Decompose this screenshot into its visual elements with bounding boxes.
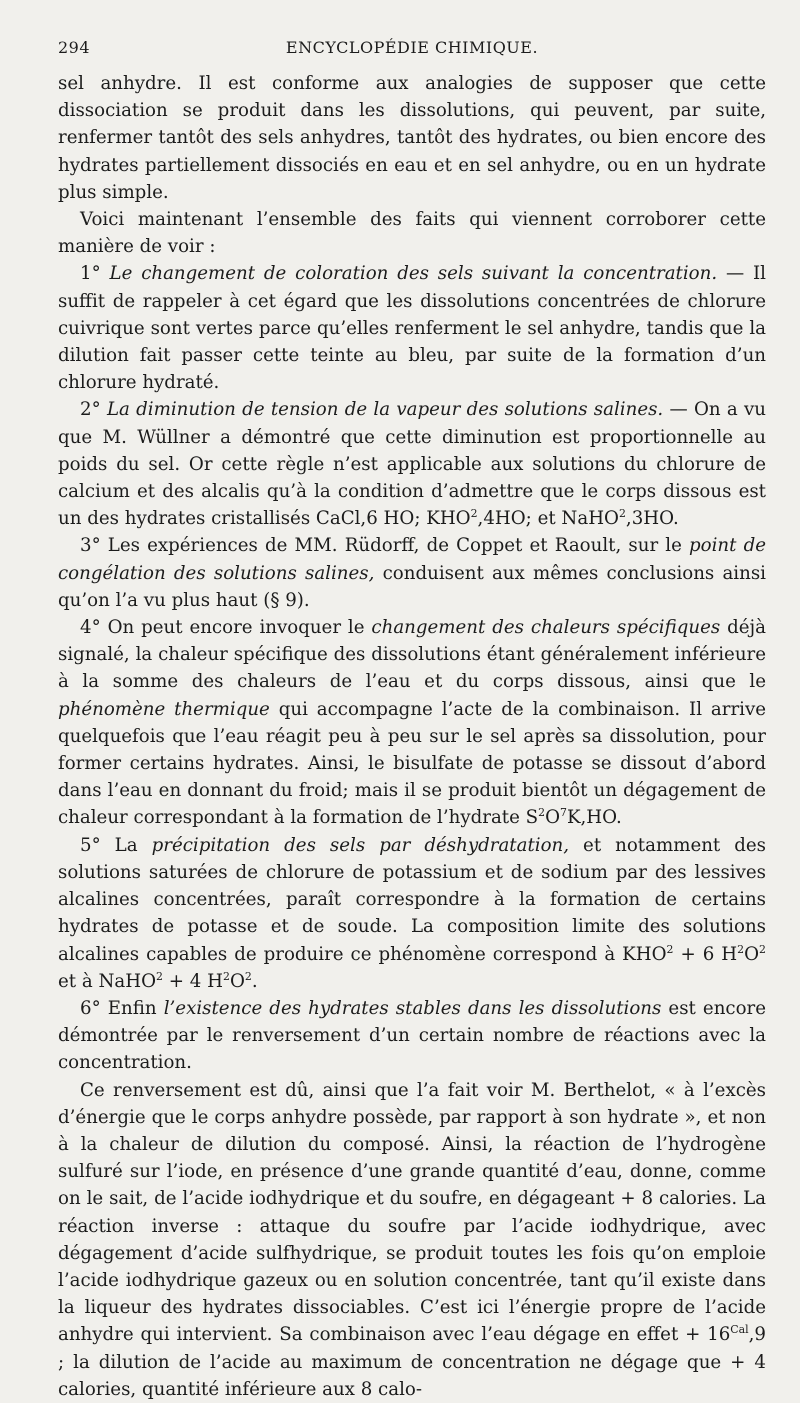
item-heading: Le changement de coloration des sels suivant la concentration. [109,263,718,285]
paragraph-item-6: 6° Enfin l’existence des hydrates stables dans les dissolutions est encore démontrée par le renversement d’un certain nombre de réactions avec la concentration. [58,997,766,1074]
paragraph-item-4: 4° On peut encore invoquer le changement des chaleurs spécifiques déjà signalé, la chaleur spécifique des dissolutions étant généralement inférieure à la somme des chaleurs de l’eau et du corps dissous, ainsi que le phénomène thermique qui accompagne l’acte de la combinaison. Il arrive quelquefois que l’eau réagit peu à peu sur le sel après sa dissolution, pour former certains hydrates. Ainsi, le bisulfate de potasse se dissout d’abord dans l’eau en donnant du froid; mais il se produit bientôt un dégagement de chaleur correspondant à la formation de l’hydrate $S^2O^7K,HO$. [58,617,766,829]
item-heading: précipitation des sels par déshydratation, [151,834,570,856]
page-number: 294 [58,38,91,57]
paragraph-item-3: 3° Les expériences de MM. Rüdorff, de Coppet et Raoult, sur le point de congélation des solutions salines, conduisent aux mêmes conclusions ainsi qu’on l’a vu plus haut (§ 9). [58,535,766,611]
running-title: ENCYCLOPÉDIE CHIMIQUE. [285,38,539,57]
paragraph: sel anhydre. Il est conforme aux analogies de supposer que cette dissociation se produit dans les dissolutions, qui peuvent, par suite, renfermer tantôt des sels anhydres, tantôt des hydrates, ou bien encore des hydrates partiellement dissociés en eau et en sel anhydre, ou en un hydrate plus simple. [58,73,766,203]
item-heading: La diminution de tension de la vapeur des solutions salines. [106,399,664,421]
paragraph: Ce renversement est dû, ainsi que l’a fait voir M. Berthelot, « à l’excès d’énergie que le corps anhydre possède, par rapport à son hydrate », et non à la chaleur de dilution du composé. Ainsi, la réaction de l’hydrogène sulfuré sur l’iode, en présence d’une grande quantité d’eau, donne, comme on le sait, de l’acide iodhydrique et du soufre, en dégageant + 8 calories. La réaction inverse : attaque du soufre par l’acide iodhydrique, avec dégagement d’acide sulfhydrique, se produit toutes les fois qu’on emploie l’acide iodhydrique gazeux ou en solution concentrée, tant qu’il existe dans la liqueur des hydrates dissociables. C’est ici l’énergie propre de l’acide anhydre qui intervient. Sa combinaison avec l’eau dégage en effet + $16^{Cal},9$ ; la dilution de l’acide au maximum de concentration ne dégage que + 4 calories, quantité inférieure aux 8 calo- [58,1079,766,1400]
item-heading: point de congélation des solutions salines, [58,535,766,584]
item-heading: l’existence des hydrates stables dans les dissolutions [163,997,662,1019]
italic-term: phénomène thermique [58,698,270,720]
paragraph-item-5: 5° La précipitation des sels par déshydratation, et notamment des solutions saturées de chlorure de potassium et de sodium par des lessives alcalines concentrées, paraît correspondre à la formation de certains hydrates de potasse et de soude. La composition limite des solutions alcalines capables de produire ce phénomène correspond à $KHO^2 + 6$ $H^2O^2$ et à NaHO$^2$ + 4 $H^2O^2$. [58,834,766,992]
body-text [58,70,766,1403]
page [58,34,766,1403]
item-heading: changement des chaleurs spécifiques [371,617,721,639]
paragraph: Voici maintenant l’ensemble des faits qui viennent corroborer cette manière de voir : [58,209,766,258]
page-header [58,34,766,62]
paragraph-item-1: 1° Le changement de coloration des sels suivant la concentration. — Il suffit de rappeler à cet égard que les dissolutions concentrées de chlorure cuivrique sont vertes parce qu’elles renferment le sel anhydre, tandis que la dilution fait passer cette teinte au bleu, par suite de la formation d’un chlorure hydraté. [58,263,766,394]
paragraph-item-2: 2° La diminution de tension de la vapeur des solutions salines. — On a vu que M. Wüllner a démontré que cette diminution est proportionnelle au poids du sel. Or cette règle n’est applicable aux solutions du chlorure de calcium et des alcalis qu’à la condition d’admettre que le corps dissous est un des hydrates cristallisés CaCl,6 HO; KHO$^2$,4HO; et NaHO$^2$,3HO. [58,399,766,530]
